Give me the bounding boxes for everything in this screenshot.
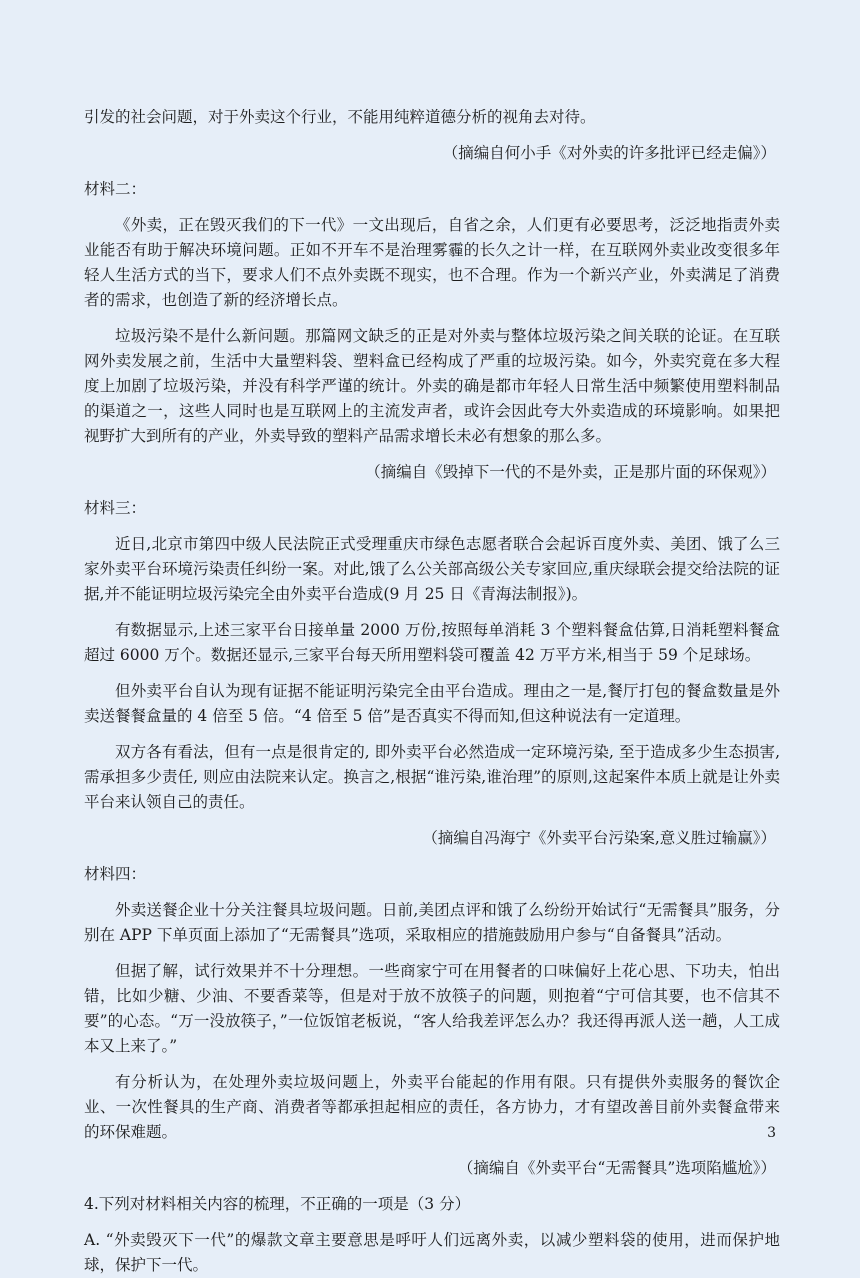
material2-paragraph-2: 垃圾污染不是什么新问题。那篇网文缺乏的正是对外卖与整体垃圾污染之间关联的论证。在互联网外卖发展之前，生活中大量塑料袋、塑料盒已经构成了严重的垃圾污染。如今，外卖究竟在多大程度上加剧了垃圾污染，并没有科学严谨的统计。外卖的确是都市年轻人日常生活中频繁使用塑料制品的渠道之一，这些人同时也是互联网上的主流发声者，或许会因此夸大外卖造成的环境影响。如果把视野扩大到所有的产业，外卖导致的塑料产品需求增长未必有想象的那么多。 xyxy=(84,327,780,445)
document-body xyxy=(84,105,780,1278)
material4-label: 材料四： xyxy=(84,865,147,883)
material3-paragraph-3: 但外卖平台自认为现有证据不能证明污染完全由平台造成。理由之一是,餐厅打包的餐盒数量是外卖送餐餐盒量的 4 倍至 5 倍。“4 倍至 5 倍”是否真实不得而知,但这种说法有一定道理。 xyxy=(84,682,780,725)
material2-paragraph-1: 《外卖，正在毁灭我们的下一代》一文出现后，自省之余，人们更有必要思考，泛泛地指责外卖业能否有助于解决环境问题。正如不开车不是治理雾霾的长久之计一样，在互联网外卖业改变很多年轻人生活方式的当下，要求人们不点外卖既不现实，也不合理。作为一个新兴产业，外卖满足了消费者的需求，也创造了新的经济增长点。 xyxy=(84,216,780,309)
material3-label: 材料三： xyxy=(84,499,147,517)
material2-source: （摘编自《毁掉下一代的不是外卖，正是那片面的环保观》） xyxy=(365,463,776,481)
material4-paragraph-2: 但据了解，试行效果并不十分理想。一些商家宁可在用餐者的口味偏好上花心思、下功夫，怕出错，比如少糖、少油、不要香菜等，但是对于放不放筷子的问题，则抱着“宁可信其要，也不信其不要”的心态。“万一没放筷子，”一位饭馆老板说，“客人给我差评怎么办？我还得再派人送一趟，人工成本又上来了。” xyxy=(84,962,780,1055)
material2-label: 材料二： xyxy=(84,180,147,198)
material4-paragraph-3: 有分析认为，在处理外卖垃圾问题上，外卖平台能起的作用有限。只有提供外卖服务的餐饮企业、一次性餐具的生产商、消费者等都承担起相应的责任，各方协力，才有望改善目前外卖餐盒带来的环保难题。 xyxy=(84,1073,780,1141)
material3-paragraph-1: 近日,北京市第四中级人民法院正式受理重庆市绿色志愿者联合会起诉百度外卖、美团、饿了么三家外卖平台环境污染责任纠纷一案。对此,饿了么公关部高级公关专家回应,重庆绿联会提交给法院的证据,并不能证明垃圾污染完全由外卖平台造成(9 月 25 日《青海法制报》)。 xyxy=(84,535,780,603)
material3-paragraph-4: 双方各有看法，但有一点是很肯定的, 即外卖平台必然造成一定环境污染, 至于造成多少生态损害,需承担多少责任, 则应由法院来认定。换言之,根据“谁污染,谁治理”的原则,这起案件本质上就是让外卖平台来认领自己的责任。 xyxy=(84,743,780,811)
material1-source: （摘编自何小手《对外卖的许多批评已经走偏》） xyxy=(442,144,776,162)
opening-line: 引发的社会问题，对于外卖这个行业，不能用纯粹道德分析的视角去对待。 xyxy=(84,108,596,126)
page-number: 3 xyxy=(767,1125,776,1141)
material3-source: （摘编自冯海宁《外卖平台污染案,意义胜过输赢》） xyxy=(422,829,776,847)
material4-source: （摘编自《外卖平台“无需餐具”选项陷尴尬》） xyxy=(457,1159,776,1177)
question-stem: 4.下列对材料相关内容的梳理，不正确的一项是（3 分） xyxy=(84,1195,471,1213)
question-option-a: A. “外卖毁灭下一代”的爆款文章主要意思是呼吁人们远离外卖，以减少塑料袋的使用，进而保护地球，保护下一代。 xyxy=(84,1231,780,1274)
material3-paragraph-2: 有数据显示,上述三家平台日接单量 2000 万份,按照每单消耗 3 个塑料餐盒估算,日消耗塑料餐盒超过 6000 万个。数据还显示,三家平台每天所用塑料袋可覆盖 42 万平方米,相当于 59 个足球场。 xyxy=(84,621,780,664)
material4-paragraph-1: 外卖送餐企业十分关注餐具垃圾问题。日前,美团点评和饿了么纷纷开始试行“无需餐具”服务，分别在 APP 下单页面上添加了“无需餐具”选项，采取相应的措施鼓励用户参与“自备餐具”活动。 xyxy=(84,901,780,944)
